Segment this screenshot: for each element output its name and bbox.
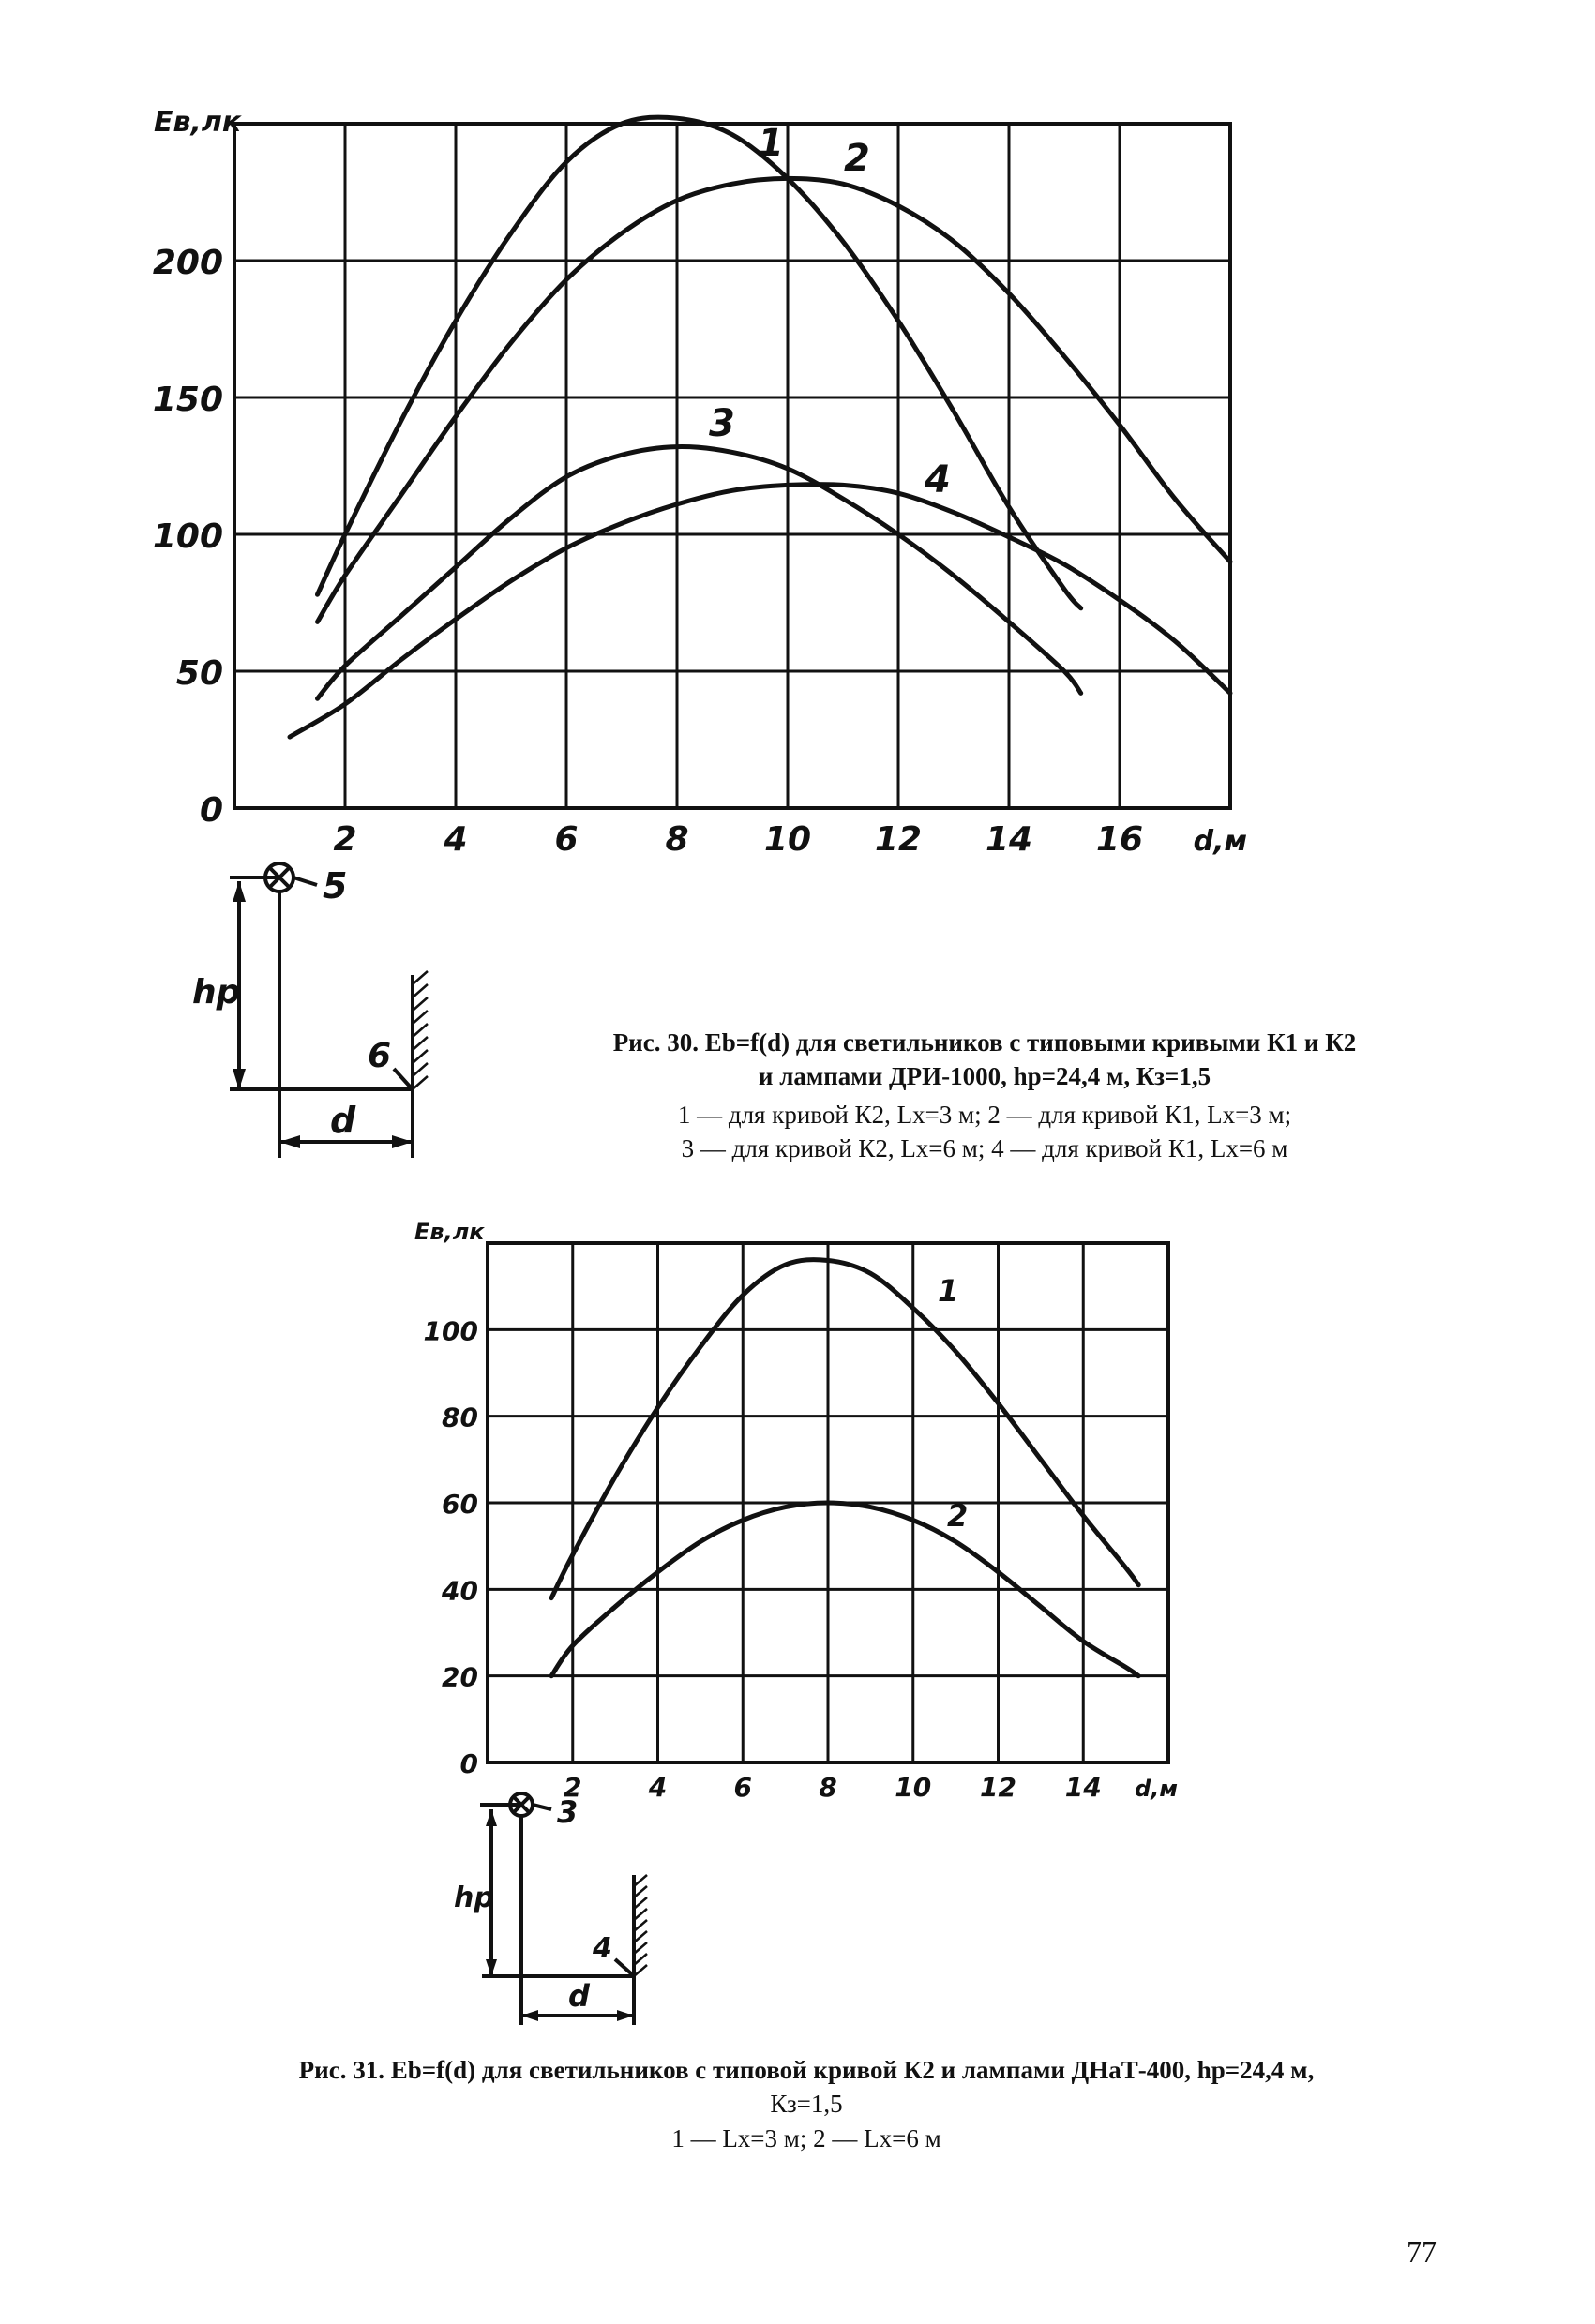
x-tick-label: 10 <box>895 1772 932 1803</box>
distance-label: d <box>568 1978 590 2014</box>
chart2-curves <box>551 1260 1138 1676</box>
y-axis-label: Eв,лк <box>414 1219 485 1245</box>
caption-31-prefix: Рис. 31. <box>298 2056 384 2084</box>
chart1-curves <box>290 117 1230 737</box>
distance-label: d <box>330 1100 356 1141</box>
caption-30-legend1: 1 — для кривой К2, Lx=3 м; 2 — для кривой К1, Lx=3 м; <box>677 1100 1292 1129</box>
x-tick-label: 14 <box>1064 1772 1102 1803</box>
x-tick-label: 8 <box>665 820 689 859</box>
schematic-1 <box>192 863 428 1158</box>
x-tick-label: 4 <box>648 1772 668 1803</box>
y-tick-label: 50 <box>175 654 223 693</box>
wall-hatching <box>413 971 428 1089</box>
x-axis-label: d,м <box>1135 1776 1178 1802</box>
series-label-1: 1 <box>758 122 784 165</box>
series-4-line <box>290 485 1230 738</box>
height-label: hp <box>192 973 241 1012</box>
y-tick-label: 80 <box>442 1402 478 1433</box>
chart1-labels <box>153 106 1247 859</box>
x-tick-label: 16 <box>1095 820 1144 859</box>
wall-hatching <box>634 1875 647 1976</box>
lamp-label: 5 <box>323 865 348 907</box>
wall-label: 4 <box>593 1932 612 1965</box>
series-3-line <box>318 447 1081 699</box>
caption-30-legend2: 3 — для кривой К2, Lx=6 м; 4 — для кривой К1, Lx=6 м <box>681 1134 1288 1163</box>
caption-30-prefix: Рис. 30. <box>612 1028 699 1057</box>
caption-31-title <box>150 2053 1463 2087</box>
y-tick-label: 0 <box>199 791 223 830</box>
height-label: hp <box>454 1882 494 1914</box>
chart1-grid <box>234 124 1230 808</box>
x-tick-label: 12 <box>980 1772 1016 1803</box>
y-tick-label: 0 <box>459 1748 478 1779</box>
caption-figure-31 <box>150 2053 1463 2155</box>
caption-30-line1: Eb=f(d) для светильников с типовыми кривыми К1 и К2 <box>704 1028 1357 1057</box>
x-tick-label: 6 <box>733 1772 752 1803</box>
schematic-2 <box>454 1793 647 2025</box>
y-tick-label: 150 <box>152 381 223 419</box>
page-number: 77 <box>1407 2235 1437 2269</box>
x-tick-label: 6 <box>554 820 579 859</box>
y-tick-label: 200 <box>152 244 223 282</box>
chart2-labels <box>414 1219 1178 1803</box>
x-axis-label: d,м <box>1193 825 1247 858</box>
x-tick-label: 10 <box>763 820 812 859</box>
x-tick-label: 2 <box>333 820 357 859</box>
caption-figure-30 <box>525 1026 1444 1166</box>
y-tick-label: 100 <box>423 1315 478 1347</box>
y-tick-label: 100 <box>152 517 223 556</box>
wall-label: 6 <box>368 1037 392 1075</box>
caption-30-line2: и лампами ДРИ-1000, hp=24,4 м, Кз=1,5 <box>758 1062 1211 1091</box>
series-label-3: 3 <box>709 402 735 445</box>
x-tick-label: 4 <box>444 820 468 859</box>
y-tick-label: 20 <box>442 1661 478 1693</box>
x-tick-label: 2 <box>564 1772 582 1803</box>
plot-frame <box>234 124 1230 808</box>
series-1-line <box>551 1260 1138 1598</box>
x-tick-label: 14 <box>985 820 1033 859</box>
y-axis-label: Eв,лк <box>154 106 242 139</box>
caption-31-legend1: 1 — Lx=3 м; 2 — Lx=6 м <box>671 2123 941 2152</box>
series-label-2: 2 <box>844 137 870 180</box>
caption-31-line1: Eb=f(d) для светильников с типовой кривой К2 и лампами ДНаТ-400, hp=24,4 м, <box>390 2056 1315 2084</box>
x-tick-label: 12 <box>874 820 923 859</box>
x-tick-label: 8 <box>819 1772 837 1803</box>
series-label-2: 2 <box>947 1498 969 1534</box>
caption-31-line2: Кз=1,5 <box>770 2090 843 2119</box>
y-tick-label: 60 <box>442 1489 478 1520</box>
caption-30-title <box>525 1026 1444 1059</box>
series-label-4: 4 <box>925 458 951 502</box>
series-label-1: 1 <box>938 1273 959 1309</box>
lamp-label: 3 <box>557 1794 579 1830</box>
y-tick-label: 40 <box>442 1575 478 1607</box>
